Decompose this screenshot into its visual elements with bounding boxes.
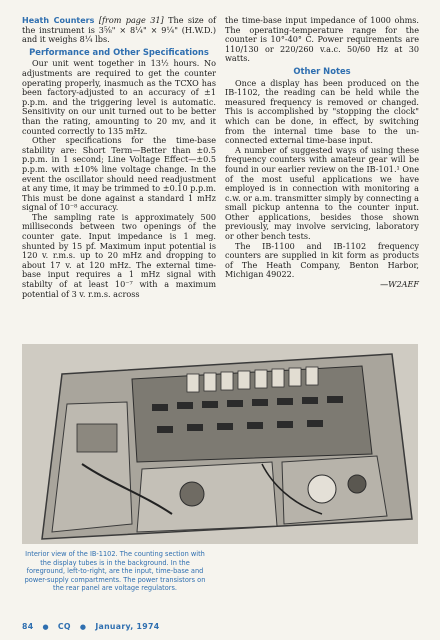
author-signoff: —W2AEF	[380, 279, 419, 290]
page-number: 84	[22, 622, 34, 631]
right-column	[225, 16, 419, 290]
running-head-continuation: [from page 31]	[98, 15, 164, 25]
magazine-name: CQ	[57, 622, 71, 631]
footer-bullet-icon: ●	[42, 623, 49, 631]
page-footer	[22, 622, 165, 631]
notes-paragraph-2: A number of suggested ways of using these frequency counters with amateur gear will be found in our earlier review on the IB-101.¹ One of the most useful applications we have employed is in connection with monitoring a c.w. or a.m. transmitter simply by connecting a small pickup antenna to the counter input. Other applications, besides those shown previously, may involve servicing, laboratory or other bench tests.	[225, 144, 419, 242]
interior-photo	[22, 344, 418, 544]
size-paragraph: The size of the instrument is 3⅝" × 8¼" × 9¼" (H.W.D.) and it weighs 8¼ lbs.	[22, 15, 216, 45]
other-notes-heading: Other Notes	[293, 65, 351, 76]
continued-paragraph: the time-base input impedance of 1000 ohms. The operating-temperature range for the counter is 10°-40° C. Power requirements are 110/130 or 220/260 v.a.c. 50/60 Hz at 30 watts.	[225, 15, 419, 64]
footer-bullet-icon: ●	[79, 623, 87, 631]
perf-paragraph-1: Our unit went together in 13½ hours. No adjustments are required to get the counter operating properly, inasmuch as the TCXO has been factory-adjusted to an accuracy of ±1 p.p.m. and the triggering level is automatic. Sensitivity on our unit turned out to be better than the rating, amounting to 20 mv, and it counted correctly to 135 mHz.	[22, 58, 216, 136]
perf-paragraph-2: Other specifications for the time-base stability are: Short Term—Better than ±0.5 p.p.m. in 1 second; Line Voltage Effect—±0.5 p.p.m. with ±10% line voltage change. In the event the oscillator should need readjustment at any time, it may be trimmed to ±0.10 p.p.m. This must be done against a standard 1 mHz signal of 10⁻⁸ accuracy.	[22, 135, 216, 213]
intro-paragraph	[22, 16, 216, 45]
notes-paragraph-1: Once a display has been produced on the IB-1102, the reading can be held while the measured frequency is removed or changed. This is accomplished by "stopping the clock" which can be done, in effect, by switching from the internal time base to the un-connected external time-base input.	[225, 77, 419, 146]
performance-heading: Performance and Other Specifications	[29, 46, 209, 57]
photo-caption: Interior view of the IB-1102. The counting section with the display tubes is in the background. In the foreground, left-to-right, are the input, time-base and power-supply compartments. The power transistors on the rear panel are voltage regulators.	[24, 550, 206, 593]
running-head-title: Heath Counters	[22, 16, 95, 25]
perf-paragraph-3: The sampling rate is approximately 500 milliseconds between two openings of the counter gate. Input impedance is 1 meg. shunted by 15 pf. Maximum input potential is 120 v. r.m.s. up to 20 mHz and dropping to about 17 v. at 120 mHz. The external time-base input requires a 1 mHz signal with stabilty of at least 10⁻⁷ with a maximum potential of 3 v. r.m.s. across	[22, 211, 216, 299]
notes-paragraph-3: The IB-1100 and IB-1102 frequency counters are supplied in kit form as products of The Heath Company, Benton Harbor, Michigan 49022.	[225, 240, 419, 280]
interior-photo-illustration	[22, 344, 418, 544]
left-column	[22, 16, 216, 299]
issue-date: January, 1974	[95, 622, 160, 631]
